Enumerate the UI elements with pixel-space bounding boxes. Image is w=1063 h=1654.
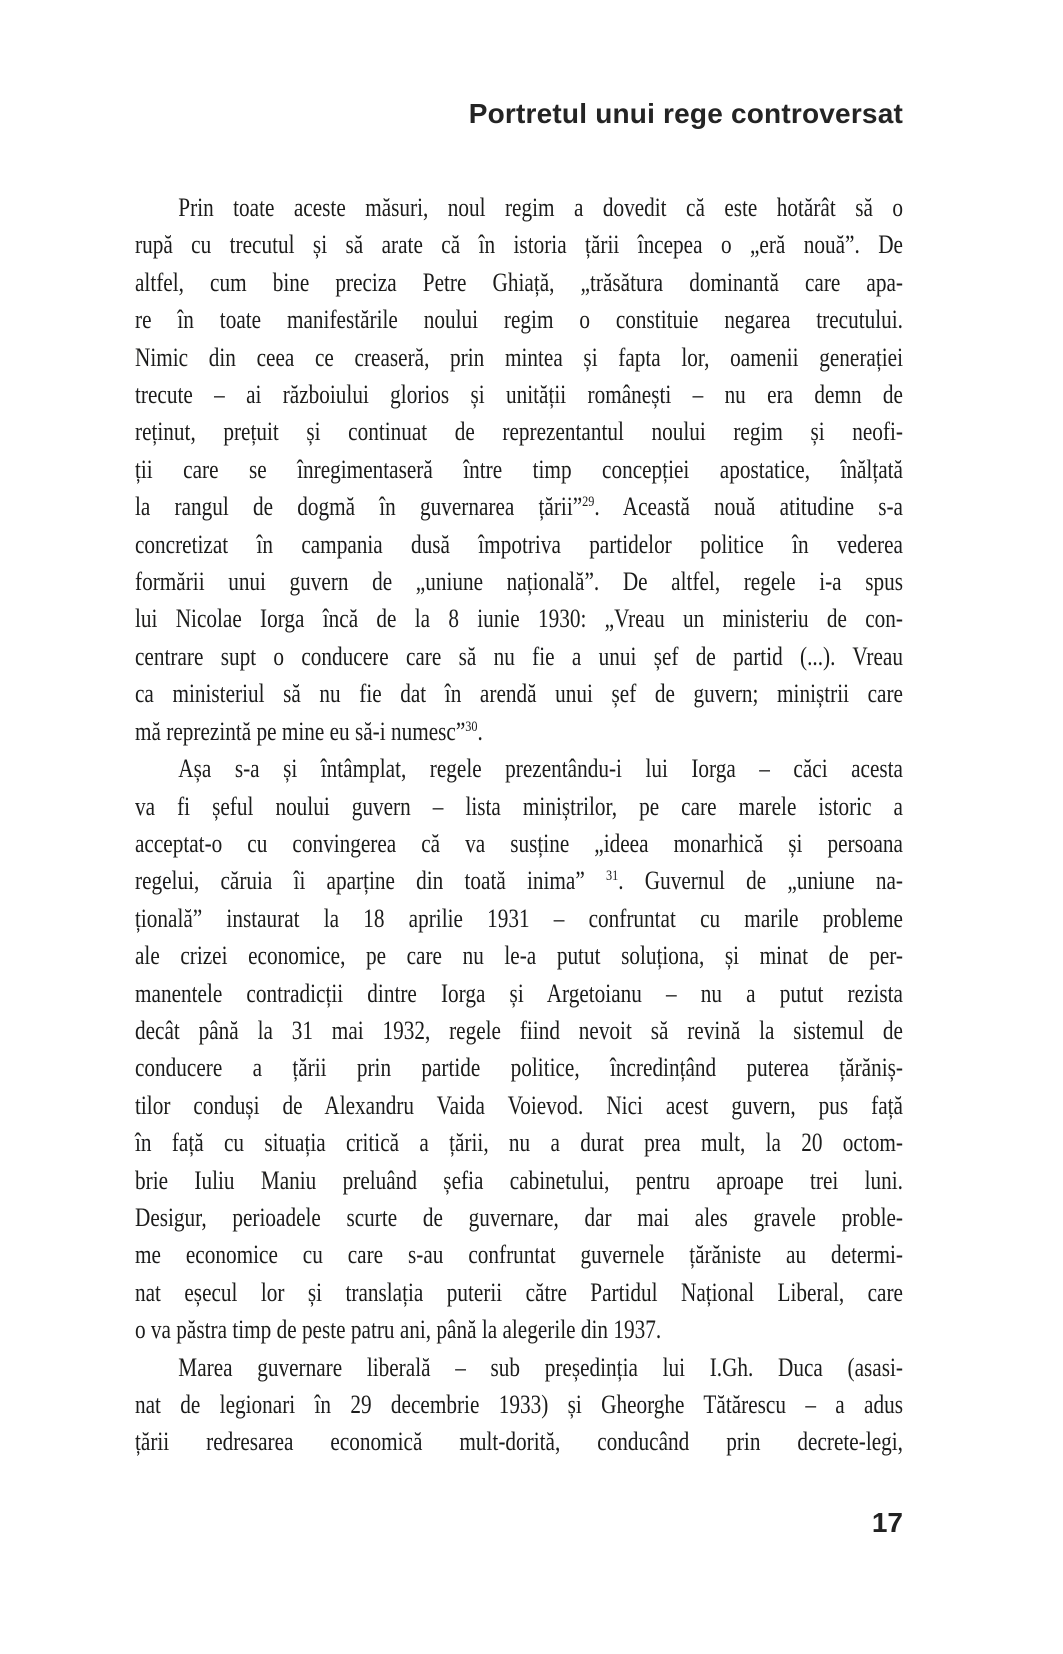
text-line bbox=[135, 451, 903, 488]
text-line bbox=[135, 788, 903, 825]
text-segment: lui Nicolae Iorga încă de la 8 iunie 1930: „Vreau un ministeriu de con- bbox=[135, 604, 903, 634]
paragraph bbox=[135, 750, 903, 1349]
text-line bbox=[135, 1087, 903, 1124]
text-segment: o va păstra timp de peste patru ani, până la alegerile din 1937. bbox=[135, 1315, 662, 1345]
text-segment: formării unui guvern de „uniune națională”. De altfel, regele i-a spus bbox=[135, 567, 903, 597]
text-line bbox=[135, 600, 903, 637]
text-segment: manentele contradicții dintre Iorga și Argetoianu – nu a putut rezista bbox=[135, 978, 903, 1008]
text-line bbox=[135, 675, 903, 712]
text-line bbox=[135, 1124, 903, 1161]
text-line bbox=[135, 862, 903, 899]
text-segment: re în toate manifestările noului regim o constituie negarea trecutului. bbox=[135, 305, 903, 335]
text-segment: tilor conduși de Alexandru Vaida Voievod. Nici acest guvern, pus față bbox=[135, 1090, 903, 1120]
text-segment: brie Iuliu Maniu preluând șefia cabinetului, pentru aproape trei luni. bbox=[135, 1165, 903, 1195]
text-line bbox=[135, 638, 903, 675]
text-line bbox=[135, 975, 903, 1012]
text-segment: țării redresarea economică mult-dorită, conducând prin decrete-legi, bbox=[135, 1427, 903, 1457]
running-head: Portretul unui rege controversat bbox=[468, 98, 903, 129]
text-segment: Prin toate aceste măsuri, noul regim a dovedit că este hotărât să o bbox=[178, 193, 903, 222]
text-segment: Nimic din ceea ce creaseră, prin mintea și fapta lor, oamenii generației bbox=[135, 342, 903, 372]
text-segment: conducere a țării prin partide politice, încredințând puterea țărăniș- bbox=[135, 1053, 903, 1083]
text-line bbox=[135, 1311, 903, 1348]
footnote-reference: 31 bbox=[605, 868, 619, 885]
text-segment: me economice cu care s-au confruntat guvernele țărăniste au determi- bbox=[135, 1240, 903, 1270]
text-segment: concretizat în campania dusă împotriva partidelor politice în vederea bbox=[135, 529, 903, 559]
text-segment: va fi șeful noului guvern – lista miniștrilor, pe care marele istoric a bbox=[135, 791, 903, 821]
text-line bbox=[135, 713, 903, 750]
text-line bbox=[135, 488, 903, 525]
text-segment: Desigur, perioadele scurte de guvernare, dar mai ales gravele proble- bbox=[135, 1202, 903, 1232]
text-line bbox=[135, 526, 903, 563]
text-segment: centrare supt o conducere care să nu fie a unui șef de partid (...). Vreau bbox=[135, 641, 903, 671]
text-segment: ții care se înregimentaseră între timp concepției apostatice, înălțată bbox=[135, 454, 903, 484]
text-line bbox=[135, 1236, 903, 1273]
text-segment: altfel, cum bine preciza Petre Ghiață, „trăsătura dominantă care apa- bbox=[135, 267, 903, 297]
text-segment: Marea guvernare liberală – sub președinția lui I.Gh. Duca (asasi- bbox=[178, 1352, 903, 1382]
text-line bbox=[135, 563, 903, 600]
text-line bbox=[135, 825, 903, 862]
text-segment: . Această nouă atitudine s-a bbox=[594, 492, 903, 522]
text-line bbox=[135, 1012, 903, 1049]
text-line bbox=[135, 189, 903, 226]
paragraph bbox=[135, 1349, 903, 1461]
text-line bbox=[135, 301, 903, 338]
page-number: 17 bbox=[871, 1507, 903, 1538]
text-segment: nat eșecul lor și translația puterii către Partidul Național Liberal, care bbox=[135, 1277, 903, 1307]
text-segment: reținut, prețuit și continuat de reprezentantul noului regim și neofi- bbox=[135, 417, 903, 447]
text-segment: regelui, căruia îi aparține din toată inima” bbox=[135, 866, 606, 896]
text-line bbox=[135, 264, 903, 301]
text-segment: ca ministeriul să nu fie dat în arendă unui șef de guvern; miniștrii care bbox=[135, 679, 903, 709]
text-line bbox=[135, 1162, 903, 1199]
text-line bbox=[135, 1199, 903, 1236]
text-segment: ale crizei economice, pe care nu le-a putut soluționa, și minat de per- bbox=[135, 941, 903, 971]
text-segment: țională” instaurat la 18 aprilie 1931 – confruntat cu marile probleme bbox=[135, 903, 903, 933]
text-line bbox=[135, 900, 903, 937]
text-segment: la rangul de dogmă în guvernarea țării” bbox=[135, 492, 583, 522]
text-line bbox=[135, 376, 903, 413]
text-segment: nat de legionari în 29 decembrie 1933) și Gheorghe Tătărescu – a adus bbox=[135, 1390, 903, 1419]
text-line bbox=[135, 937, 903, 974]
text-segment: . bbox=[477, 716, 483, 746]
text-line bbox=[135, 1049, 903, 1086]
text-line bbox=[135, 413, 903, 450]
text-line bbox=[135, 1423, 903, 1460]
text-line bbox=[135, 1386, 903, 1423]
text-segment: în față cu situația critică a țării, nu a durat prea mult, la 20 octom- bbox=[135, 1128, 903, 1158]
footnote-reference: 30 bbox=[465, 718, 478, 735]
footnote-reference: 29 bbox=[582, 494, 595, 511]
text-line bbox=[135, 750, 903, 787]
text-segment: trecute – ai războiului glorios și unității românești – nu era demn de bbox=[135, 380, 903, 410]
text-segment: acceptat-o cu convingerea că va susține „ideea monarhică și persoana bbox=[135, 828, 903, 858]
text-line bbox=[135, 339, 903, 376]
text-segment: decât până la 31 mai 1932, regele fiind nevoit să revină la sistemul de bbox=[135, 1015, 903, 1045]
text-line bbox=[135, 226, 903, 263]
text-line bbox=[135, 1349, 903, 1386]
paragraph bbox=[135, 189, 903, 750]
text-segment: Așa s-a și întâmplat, regele prezentându-i lui Iorga – căci acesta bbox=[178, 754, 903, 784]
text-segment: mă reprezintă pe mine eu să-i numesc” bbox=[135, 716, 466, 746]
text-segment: rupă cu trecutul și să arate că în istoria țării începea o „eră nouă”. De bbox=[135, 230, 903, 260]
text-segment: . Guvernul de „uniune na- bbox=[618, 866, 903, 896]
text-line bbox=[135, 1274, 903, 1311]
text-block bbox=[135, 189, 903, 1461]
